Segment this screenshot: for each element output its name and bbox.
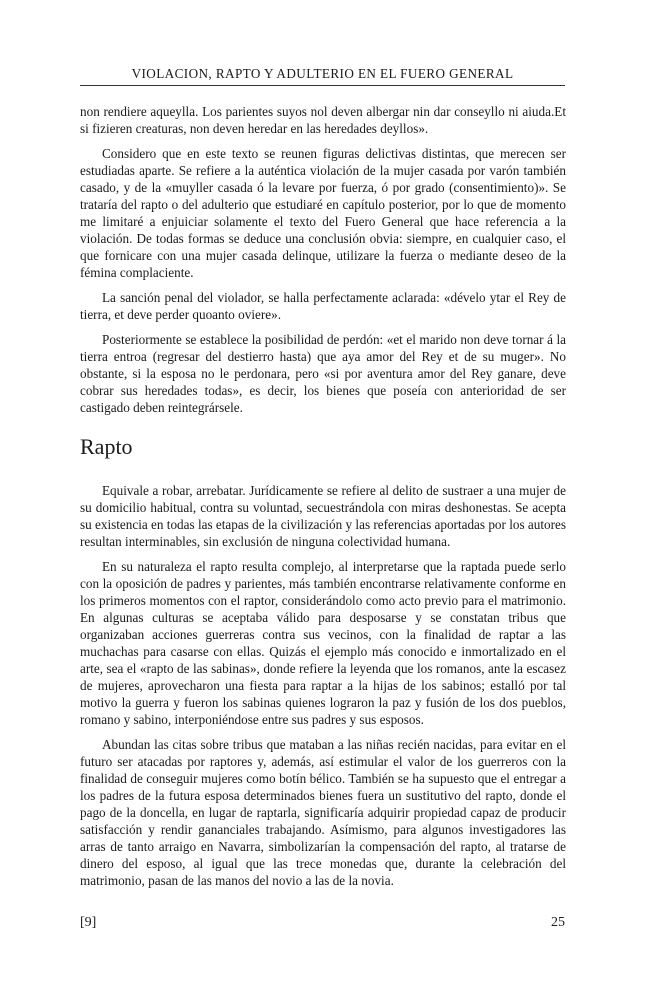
page-number: 25 xyxy=(551,915,565,930)
paragraph: non rendiere aqueylla. Los parientes suyos nol deven albergar nin dar conseyllo ni aiuda.Et si fizieren creaturas, non deven heredar en las heredades deyllos». xyxy=(80,104,566,136)
running-header: VIOLACION, RAPTO Y ADULTERIO EN EL FUERO GENERAL xyxy=(131,66,514,81)
intro-text xyxy=(80,103,566,424)
paragraph: Abundan las citas sobre tribus que mataban a las niñas recién nacidas, para evitar en el futuro ser atacadas por raptores y, además, así estimular el valor de los guerreros con la finalidad de conseguir mujeres como botín bélico. También se ha supuesto que el entregar a los padres de la futura esposa determinados bienes fuera un sustitutivo del rapto, donde el pago de la doncella, en lugar de raptarla, significaría adquirir propiedad capaz de producir satisfacción y rendir gananciales trabajando. Asímismo, para algunos investigadores las arras de tanto arraigo en Navarra, simbolizarían la compensación del rapto, al tratarse de dinero del esposo, al igual que las trece monedas que, durante la celebración del matrimonio, pasan de las manos del novio a las de la novia. xyxy=(80,737,566,888)
section-text xyxy=(80,482,566,897)
paragraph: Equivale a robar, arrebatar. Jurídicamente se refiere al delito de sustraer a una mujer de su domicilio habitual, contra su voluntad, secuestrándola con miras deshonestas. Se acepta su existencia en todas las etapas de la civilización y las referencias aportadas por los autores resultan interminables, sin exclusión de ninguna colectividad humana. xyxy=(80,483,566,549)
section-heading: Rapto xyxy=(80,434,133,459)
paragraph: La sanción penal del violador, se halla perfectamente aclarada: «dévelo ytar el Rey de tierra, et deve perder quoanto oviere». xyxy=(80,290,566,322)
header-rule xyxy=(80,85,565,86)
paragraph: Posteriormente se establece la posibilidad de perdón: «et el marido non deve tornar á la tierra entroa (regresar del destierro hasta) que aya amor del Rey et de su muger». No obstante, si la esposa no le perdonara, pero «si por aventura amor del Rey ganare, deve cobrar sus heredades todas», es decir, los bienes que poseía con anterioridad de ser castigado deben reintegrársele. xyxy=(80,332,566,415)
paragraph: Considero que en este texto se reunen figuras delictivas distintas, que merecen ser estudiadas aparte. Se refiere a la auténtica violación de la mujer casada por varón también casado, y de la «muyller casada ó la levare por fuerza, ó por grado (consentimiento)». Se trataría del rapto o del adulterio que estudiaré en capítulo posterior, por lo que de momento me limitaré a enjuiciar solamente el texto del Fuero General que hace referencia a la violación. De todas formas se deduce una conclusión obvia: siempre, en cualquier caso, el que fornicare con una mujer casada delinque, utilizare la fuerza o mediante deseo de la fémina complaciente. xyxy=(80,146,566,280)
footnote-mark: [9] xyxy=(80,915,97,930)
paragraph: En su naturaleza el rapto resulta complejo, al interpretarse que la raptada puede serlo con la oposición de padres y parientes, más también encontrarse relativamente conforme en los primeros momentos con el raptor, considerándolo como acto previo para el matrimonio. En algunas culturas se aceptaba válido para desposarse y se constatan tribus que organizaban acciones guerreras contra sus vecinos, con la finalidad de raptar a las muchachas para casarse con ellas. Quizás el ejemplo más conocido e inmortalizado en el arte, sea el «rapto de las sabinas», donde refiere la leyenda que los romanos, ante la escasez de mujeres, aprovecharon una fiesta para raptar a la hijas de los sabinos; estalló por tal motivo la guerra y fueron los sabinas quienes lograron la paz y fusión de los dos pueblos, romano y sabino, interponiéndose entre sus padres y sus esposos. xyxy=(80,559,566,727)
